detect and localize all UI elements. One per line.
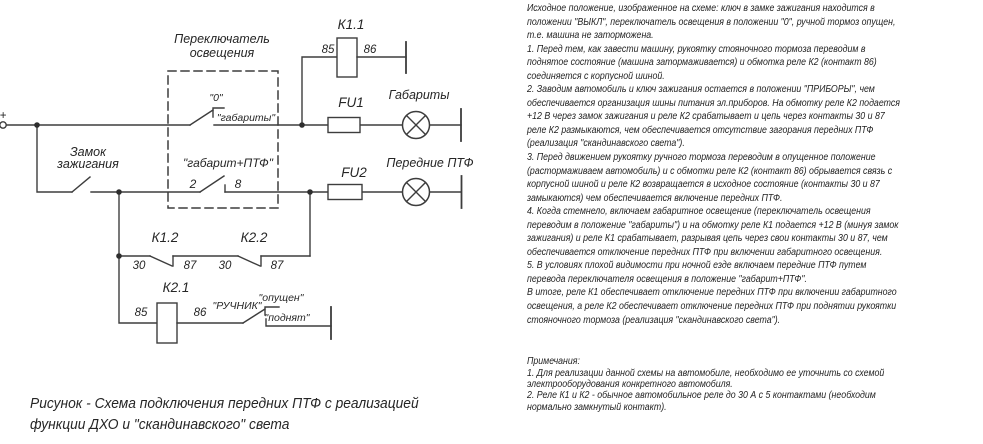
description-line: 5. В условиях плохой видимости при ночной езде включаем передние ПТФ путем — [527, 260, 867, 272]
handbrake-down-label: "опущен" — [258, 292, 304, 304]
description-line: В итоге, реле К1 обеспечивает отключение передних ПТФ при включении габаритного — [527, 287, 897, 299]
description-line: перевода переключателя освещения в положение "габарит+ПТФ". — [527, 273, 807, 285]
pin-30-label: 30 — [132, 260, 146, 272]
description-line: стояночного тормоза (реализация "скандинавского света"). — [527, 314, 781, 326]
description-line: обеспечивается организация шины питания эл.приборов. На обмотку реле К2 подается — [527, 97, 900, 109]
switch-block-title: Переключатель — [174, 32, 270, 46]
pin-30-label: 30 — [218, 260, 232, 272]
description-line: поднятое состояние (машина затормаживается) и обмотка реле К2 (контакт 86) — [527, 57, 877, 69]
fuse-fu2-label: FU2 — [341, 165, 367, 180]
pos-zero-label: "0" — [209, 92, 223, 104]
pin-86-label: 86 — [193, 307, 207, 319]
plus-label: + — [0, 110, 7, 122]
relay-k21-label: К2.1 — [162, 280, 190, 295]
description-line: обеспечивается отключение передних ПТФ при включении габаритного освещения. — [527, 246, 883, 258]
relay-k12-label: К1.2 — [151, 230, 179, 245]
handbrake-label: "РУЧНИК" — [212, 300, 262, 312]
fuse-fu1-label: FU1 — [338, 95, 364, 110]
description-line: (растормаживаем автомобиль) и с обмотки реле К2 (контакт 86) обрывается связь с — [527, 165, 893, 177]
description-line: замыкаются) чем обеспечивается включение передних ПТФ. — [527, 192, 783, 204]
description-line: 1. Для реализации данной схемы на автомобиле, необходимо ее уточнить со схемой — [527, 367, 885, 379]
description-line: +12 В через замок зажигания и реле К2 срабатывает и цепь через контакты 30 и 87 — [527, 111, 885, 123]
fuse-fu2-icon — [328, 185, 362, 200]
ignition-label: Замок — [69, 145, 107, 159]
relay-k21-coil-icon — [157, 303, 177, 343]
junction-dot — [34, 122, 40, 128]
ignition-switch-arm-icon — [72, 177, 90, 192]
relay-k22-label: К2.2 — [240, 230, 268, 245]
description-line: 2. Заводим автомобиль и ключ зажигания остается в положении "ПРИБОРЫ", чем — [527, 84, 875, 96]
wire — [302, 57, 337, 125]
junction-dot — [299, 122, 305, 128]
description-line: Примечания: — [527, 356, 580, 368]
description-line: 1. Перед тем, как завести машину, рукоятку стояночного тормоза переводим в — [527, 43, 866, 55]
ignition-label: зажигания — [57, 157, 119, 171]
junction-dot — [116, 189, 122, 195]
pin-87-label: 87 — [183, 260, 197, 272]
pin-87-label: 87 — [270, 260, 284, 272]
description-line: 3. Перед движением рукоятку ручного тормоза переводим в опущенное положение — [527, 152, 876, 164]
pos-gabarity-label: "габариты" — [216, 112, 276, 124]
pin-86-label: 86 — [363, 44, 377, 56]
description-line: электрооборудования конкретного автомобиля. — [527, 378, 733, 390]
relay-k11-label: К1.1 — [337, 17, 365, 32]
description-line: Исходное положение, изображенное на схеме: ключ в замке зажигания находится в — [527, 3, 875, 14]
description-line: нормально замкнутый контакт). — [527, 401, 667, 413]
pin-2-label: 2 — [189, 177, 197, 191]
switch-arm-icon — [190, 110, 213, 125]
description-line: переводим в положение "габариты") и на обмотку реле К1 подается +12 В (минуя замок — [527, 219, 899, 231]
fuse-fu1-icon — [328, 118, 360, 133]
junction-dot — [116, 253, 122, 259]
pos-gabarit-ptf-label: "габарит+ПТФ" — [183, 156, 273, 170]
figure-caption-line: Рисунок - Схема подключения передних ПТФ с реализацией — [30, 395, 419, 412]
figure-caption — [30, 393, 472, 435]
description-text — [527, 2, 983, 413]
pin-85-label: 85 — [134, 307, 148, 319]
contact-k22-arm-icon — [238, 256, 260, 266]
description-main — [527, 2, 983, 327]
switch-arm-icon — [200, 176, 224, 192]
description-line: зажигания) и реле К1 срабатывает, разрывая цепь через свои контакты 30 и 87, чем — [527, 233, 888, 245]
relay-k11-coil-icon — [337, 38, 357, 77]
handbrake-up-label: "поднят" — [264, 312, 310, 324]
description-line: т.е. машина не заторможена. — [527, 30, 654, 42]
description-line: соединяется с корпусной шиной. — [527, 70, 665, 82]
lamp-gabarity-label: Габариты — [388, 88, 450, 102]
description-line: корпусной шиной и реле К2 возвращается в исходное состояние (контакты 30 и 87 — [527, 179, 880, 191]
figure-caption-line: функции ДХО и "скандинавского" света — [30, 416, 290, 433]
junction-dot — [307, 189, 313, 195]
pin-85-label: 85 — [321, 44, 335, 56]
description-line: освещения, а реле К2 обеспечивает отключение передних ПТФ при поднятии рукоятки — [527, 301, 897, 313]
description-line: (реализация "скандинавского света"). — [527, 138, 685, 150]
description-line: 2. Реле К1 и К2 - обычное автомобильное реле до 30 А с 5 контактами (необходим — [527, 390, 876, 402]
power-terminal-icon — [0, 122, 6, 128]
lamp-front-ptf-label: Передние ПТФ — [386, 156, 474, 170]
description-line: 4. Когда стемнело, включаем габаритное освещение (переключатель освещения — [527, 206, 871, 218]
switch-block-title: освещения — [189, 46, 255, 60]
description-notes — [527, 356, 983, 413]
description-line: положении "ВЫКЛ", переключатель освещения в положении "0", ручной тормоз опущен, — [527, 16, 896, 28]
pin-8-label: 8 — [234, 177, 242, 191]
description-line: реле К2 размыкаются, чем обеспечивается отсутствие загорания передних ПТФ — [527, 124, 874, 136]
light-switch-block-outline — [168, 71, 278, 208]
contact-k12-arm-icon — [150, 256, 172, 266]
